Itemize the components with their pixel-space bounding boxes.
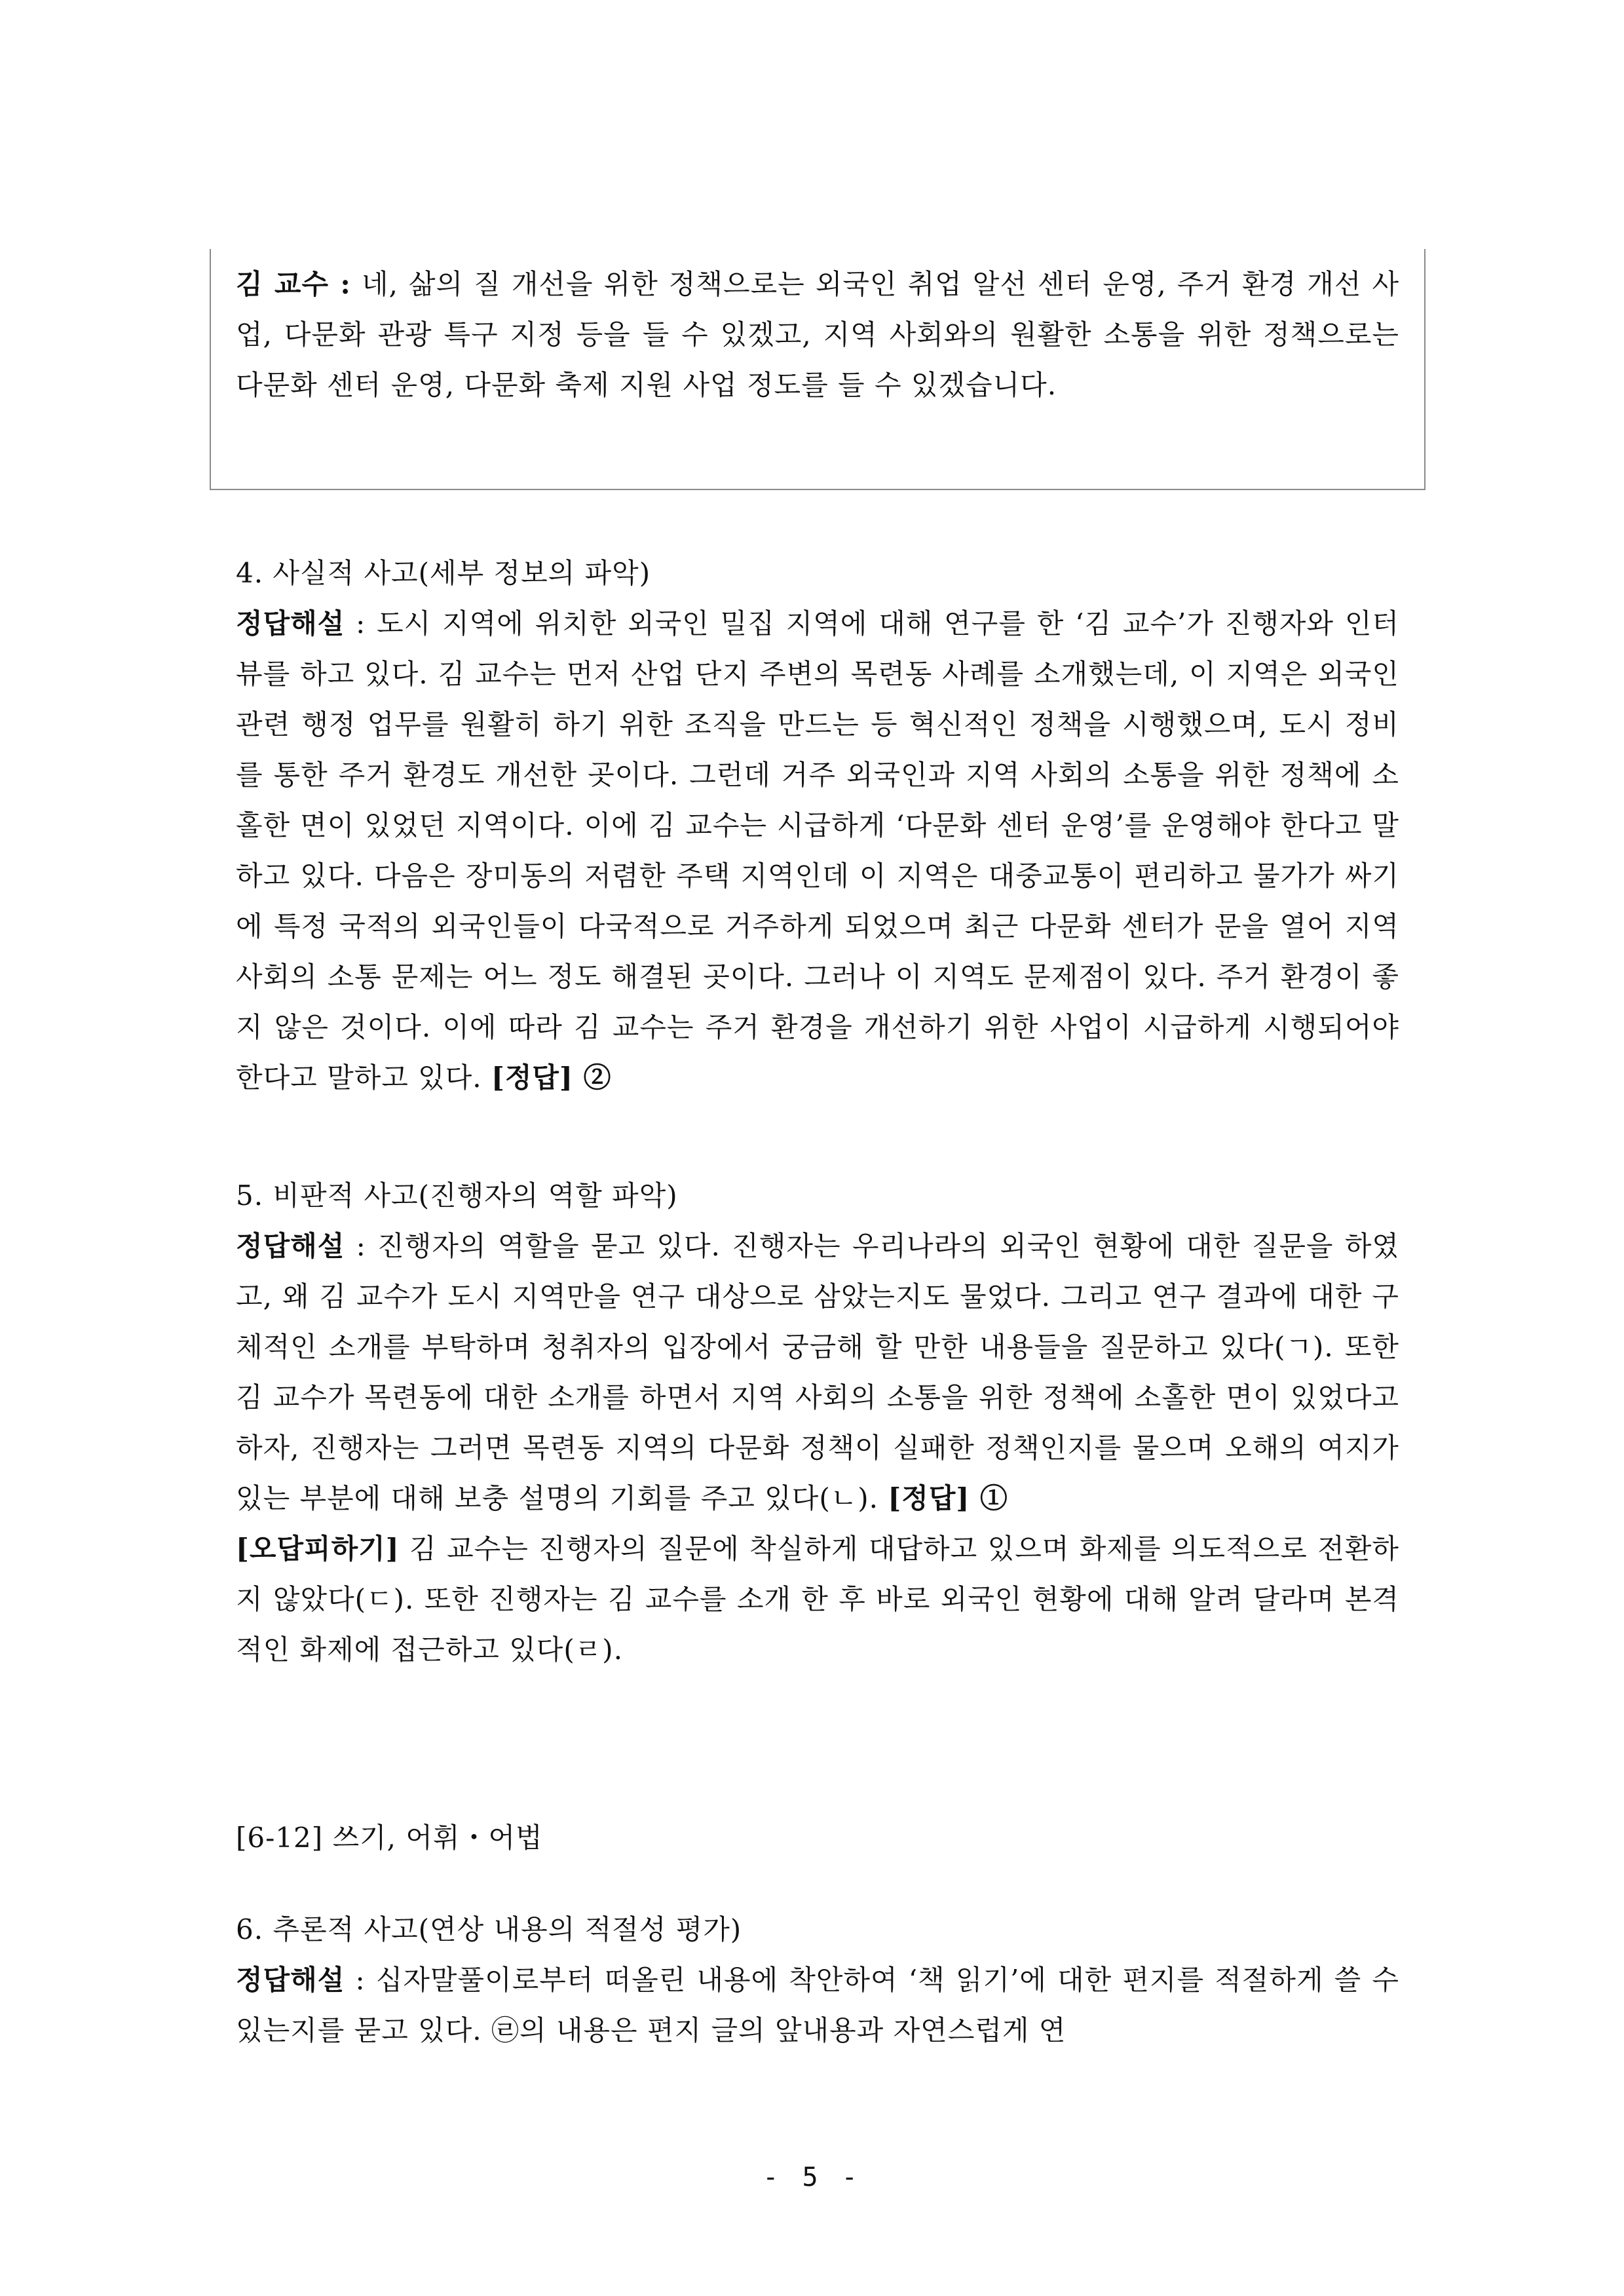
explanation-label: 정답해설 — [236, 1964, 345, 1996]
avoid-text: 김 교수는 진행자의 질문에 착실하게 대답하고 있으며 화제를 의도적으로 전환하지 않았다(ㄷ). 또한 진행자는 김 교수를 소개 한 후 바로 외국인 현황에 대해 알려 달라며 본격적인 화제에 접근하고 있다(ㄹ). — [236, 1533, 1399, 1666]
answer-label: [정답] ② — [491, 1062, 612, 1094]
explanation-label: 정답해설 — [236, 1230, 345, 1262]
question-4-explanation — [236, 598, 1399, 1103]
question-4 — [236, 548, 1399, 1103]
page-number: - 5 - — [763, 2162, 861, 2192]
avoid-label: [오답피하기] — [236, 1533, 400, 1565]
label-colon: : — [345, 1964, 376, 1996]
label-colon: : — [345, 607, 377, 640]
explanation-label: 정답해설 — [236, 607, 345, 640]
question-6-heading: 6. 추론적 사고(연상 내용의 적절성 평가) — [236, 1913, 742, 1945]
question-4-heading: 4. 사실적 사고(세부 정보의 파악) — [236, 557, 651, 589]
answer-label: [정답] ① — [888, 1482, 1008, 1514]
label-colon: : — [345, 1230, 378, 1262]
question-5-heading: 5. 비판적 사고(진행자의 역할 파악) — [236, 1179, 678, 1212]
speaker-label: 김 교수 : — [236, 268, 351, 300]
section-heading — [236, 1812, 1399, 1863]
section-title: [6-12] 쓰기, 어휘・어법 — [236, 1822, 543, 1854]
dialogue-body: 네, 삶의 질 개선을 위한 정책으로는 외국인 취업 알선 센터 운영, 주거 환경 개선 사업, 다문화 관광 특구 지정 등을 들 수 있겠고, 지역 사회와의 원활한 소통을 위한 정책으로는 다문화 센터 운영, 다문화 축제 지원 사업 정도를 들 수 있겠습니다. — [236, 268, 1400, 401]
explanation-text: 도시 지역에 위치한 외국인 밀집 지역에 대해 연구를 한 ‘김 교수’가 진행자와 인터뷰를 하고 있다. 김 교수는 먼저 산업 단지 주변의 목련동 사례를 소개했는데, 이 지역은 외국인 관련 행정 업무를 원활히 하기 위한 조직을 만드는 등 혁신적인 정책을 시행했으며, 도시 정비를 통한 주거 환경도 개선한 곳이다. 그런데 거주 외국인과 지역 사회의 소통을 위한 정책에 소홀한 면이 있었던 지역이다. 이에 김 교수는 시급하게 ‘다문화 센터 운영’를 운영해야 한다고 말하고 있다. 다음은 장미동의 저렴한 주택 지역인데 이 지역은 대중교통이 편리하고 물가가 싸기에 특정 국적의 외국인들이 다국적으로 거주하게 되었으며 최근 다문화 센터가 문을 열어 지역 사회의 소통 문제는 어느 정도 해결된 곳이다. 그러나 이 지역도 문제점이 있다. 주거 환경이 좋지 않은 것이다. 이에 따라 김 교수는 주거 환경을 개선하기 위한 사업이 시급하게 시행되어야 한다고 말하고 있다. — [236, 607, 1400, 1094]
question-5 — [236, 1170, 1399, 1675]
question-5-explanation — [236, 1221, 1399, 1523]
dialogue-text — [236, 259, 1399, 410]
explanation-text: 십자말풀이로부터 떠올린 내용에 착안하여 ‘책 읽기’에 대한 편지를 적절하게 쓸 수 있는지를 묻고 있다. ㉣의 내용은 편지 글의 앞내용과 자연스럽게 연 — [236, 1964, 1399, 2046]
question-5-avoid — [236, 1523, 1399, 1675]
explanation-text: 진행자의 역할을 묻고 있다. 진행자는 우리나라의 외국인 현황에 대한 질문을 하였고, 왜 김 교수가 도시 지역만을 연구 대상으로 삼았는지도 물었다. 그리고 연구 결과에 대한 구체적인 소개를 부탁하며 청취자의 입장에서 궁금해 할 만한 내용들을 질문하고 있다(ㄱ). 또한 김 교수가 목련동에 대한 소개를 하면서 지역 사회의 소통을 위한 정책에 소홀한 면이 있었다고 하자, 진행자는 그러면 목련동 지역의 다문화 정책이 실패한 정책인지를 물으며 오해의 여지가 있는 부분에 대해 보충 설명의 기회를 주고 있다(ㄴ). — [236, 1230, 1399, 1514]
question-6-explanation — [236, 1955, 1399, 2056]
question-6 — [236, 1904, 1399, 2056]
